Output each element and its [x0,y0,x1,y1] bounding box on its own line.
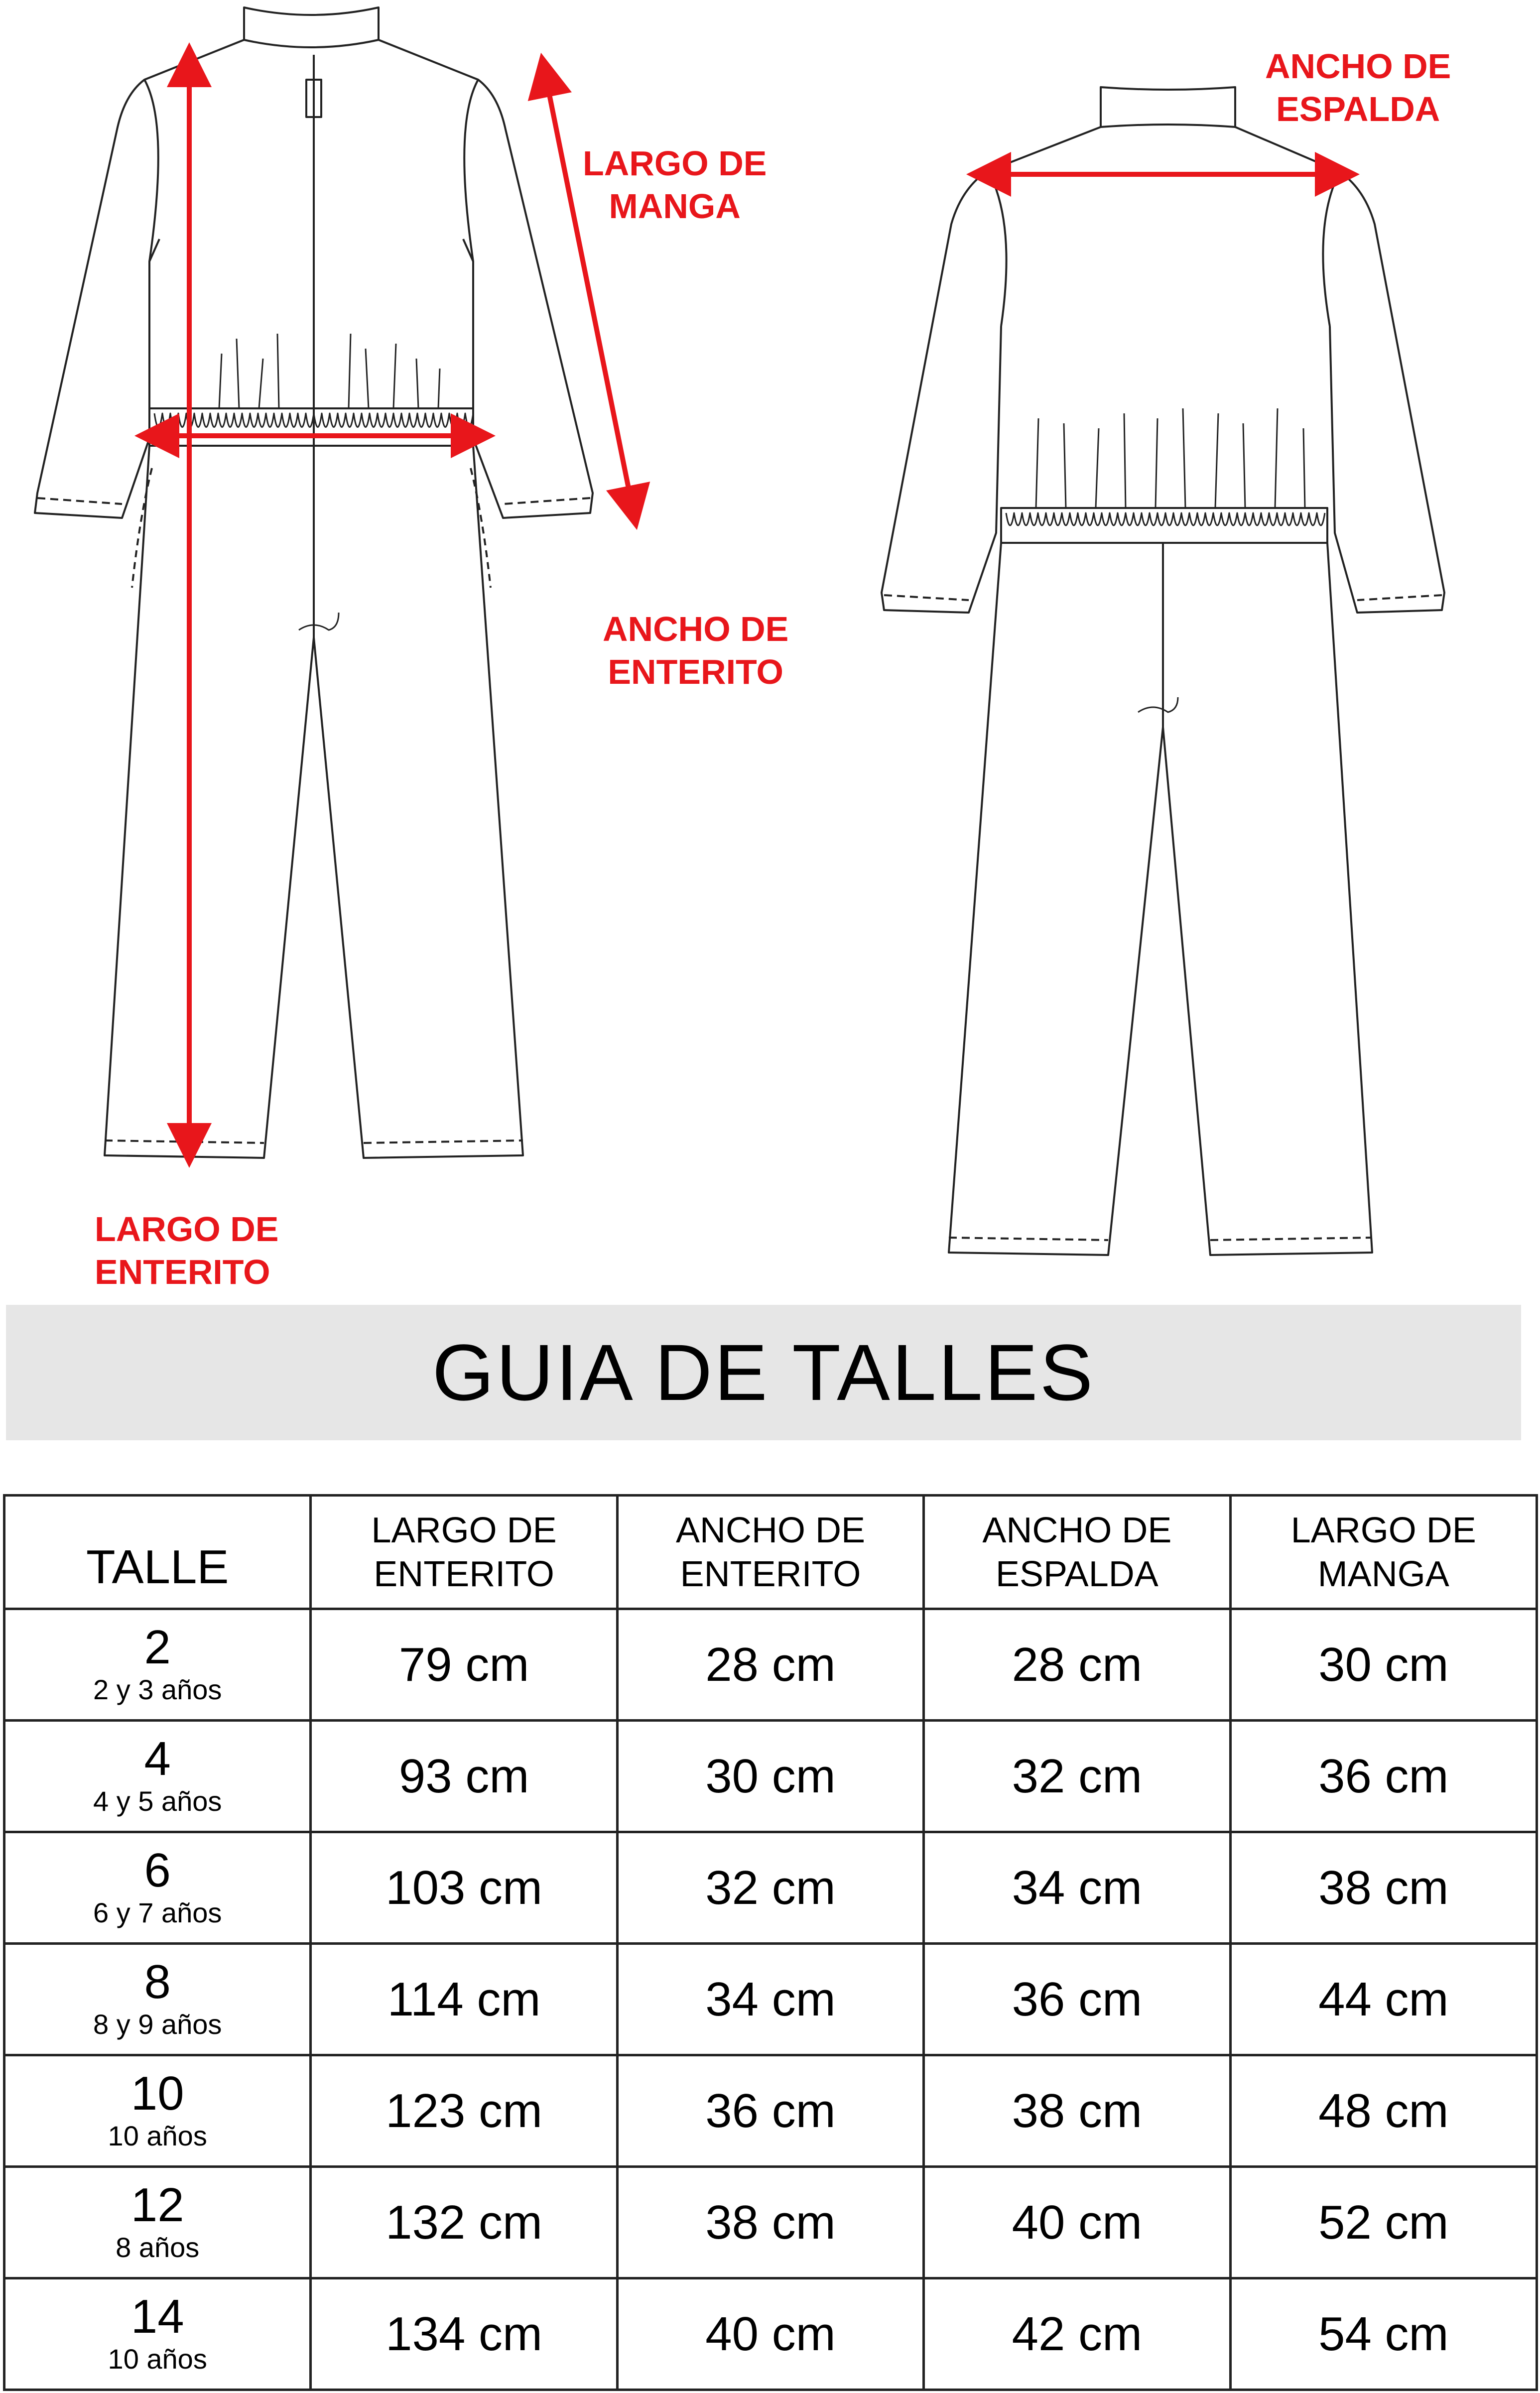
table-header-row [4,1496,1537,1609]
largo-manga-cell: 30 cm [1230,1609,1537,1721]
largo-enterito-cell: 114 cm [311,1944,617,2055]
size-number: 2 [144,1620,171,1674]
ancho-enterito-cell: 30 cm [617,1721,923,1832]
header-largo-enterito-line-1: LARGO DE [371,1510,557,1550]
size-cell [4,2167,311,2278]
header-largo-enterito-line-2: ENTERITO [374,1554,554,1594]
ancho-espalda-cell: 38 cm [924,2055,1230,2167]
size-number: 6 [144,1843,171,1897]
size-age: 4 y 5 años [93,1785,222,1817]
size-age: 6 y 7 años [93,1896,222,1928]
largo-enterito-cell: 93 cm [311,1721,617,1832]
size-cell [4,1832,311,1944]
ancho-espalda-cell: 28 cm [924,1609,1230,1721]
table-row [4,1609,1537,1721]
size-cell [4,1944,311,2055]
overall-width-label-line-1: ANCHO DE [603,610,789,648]
table-row [4,1944,1537,2055]
size-age: 10 años [108,2343,207,2375]
ancho-enterito-cell: 32 cm [617,1832,923,1944]
largo-manga-cell: 44 cm [1230,1944,1537,2055]
table-row [4,1832,1537,1944]
header-largo-manga [1230,1496,1537,1609]
header-ancho-espalda-line-1: ANCHO DE [982,1510,1172,1550]
largo-manga-cell: 38 cm [1230,1832,1537,1944]
sleeve-length-label [583,142,767,228]
ancho-enterito-cell: 40 cm [617,2278,923,2390]
largo-manga-cell: 48 cm [1230,2055,1537,2167]
header-largo-manga-line-2: MANGA [1317,1554,1449,1594]
overall-width-label [603,608,788,693]
ancho-espalda-cell: 36 cm [924,1944,1230,2055]
largo-enterito-cell: 134 cm [311,2278,617,2390]
size-cell [4,1609,311,1721]
ancho-enterito-cell: 36 cm [617,2055,923,2167]
header-ancho-espalda-line-2: ESPALDA [995,1554,1158,1594]
size-age: 2 y 3 años [93,1673,222,1705]
sleeve-length-label-line-1: LARGO DE [583,144,767,183]
table-row [4,2278,1537,2390]
largo-manga-cell: 36 cm [1230,1721,1537,1832]
table-row [4,1721,1537,1832]
title-band [6,1305,1521,1440]
header-ancho-espalda [924,1496,1230,1609]
size-number: 14 [130,2289,184,2343]
back-jumpsuit-drawing [882,87,1444,1255]
back-width-label [1265,45,1451,130]
header-largo-enterito [311,1496,617,1609]
size-cell [4,2278,311,2390]
ancho-espalda-cell: 42 cm [924,2278,1230,2390]
page-title: GUIA DE TALLES [432,1328,1095,1417]
header-talle: TALLE [4,1496,311,1609]
back-width-label-line-2: ESPALDA [1276,90,1440,128]
overall-width-label-line-2: ENTERITO [608,652,783,691]
overall-length-label [95,1208,278,1293]
front-measure-arrows [157,65,633,1145]
size-age: 10 años [108,2120,207,2151]
back-width-label-line-1: ANCHO DE [1265,47,1451,86]
overall-length-label-line-2: ENTERITO [95,1253,270,1291]
size-number: 4 [144,1732,171,1785]
header-ancho-enterito-line-1: ANCHO DE [675,1510,865,1550]
ancho-enterito-cell: 28 cm [617,1609,923,1721]
size-cell [4,2055,311,2167]
ancho-espalda-cell: 32 cm [924,1721,1230,1832]
size-table [3,1494,1538,2391]
largo-manga-cell: 54 cm [1230,2278,1537,2390]
sleeve-length-arrow [545,75,633,508]
table-row [4,2055,1537,2167]
size-number: 12 [130,2178,184,2232]
size-number: 8 [144,1955,171,2009]
header-ancho-enterito-line-2: ENTERITO [680,1554,861,1594]
table-body [4,1609,1537,2390]
ancho-espalda-cell: 34 cm [924,1832,1230,1944]
ancho-enterito-cell: 38 cm [617,2167,923,2278]
header-ancho-enterito [617,1496,923,1609]
ancho-enterito-cell: 34 cm [617,1944,923,2055]
largo-manga-cell: 52 cm [1230,2167,1537,2278]
overall-length-label-line-1: LARGO DE [95,1210,279,1249]
largo-enterito-cell: 123 cm [311,2055,617,2167]
size-cell [4,1721,311,1832]
size-age: 8 y 9 años [93,2008,222,2040]
largo-enterito-cell: 132 cm [311,2167,617,2278]
size-number: 10 [130,2066,184,2120]
front-jumpsuit-drawing [35,7,593,1158]
size-age: 8 años [116,2231,200,2263]
sleeve-length-label-line-2: MANGA [609,187,741,226]
header-largo-manga-line-1: LARGO DE [1290,1510,1476,1550]
largo-enterito-cell: 103 cm [311,1832,617,1944]
ancho-espalda-cell: 40 cm [924,2167,1230,2278]
table-row [4,2167,1537,2278]
largo-enterito-cell: 79 cm [311,1609,617,1721]
